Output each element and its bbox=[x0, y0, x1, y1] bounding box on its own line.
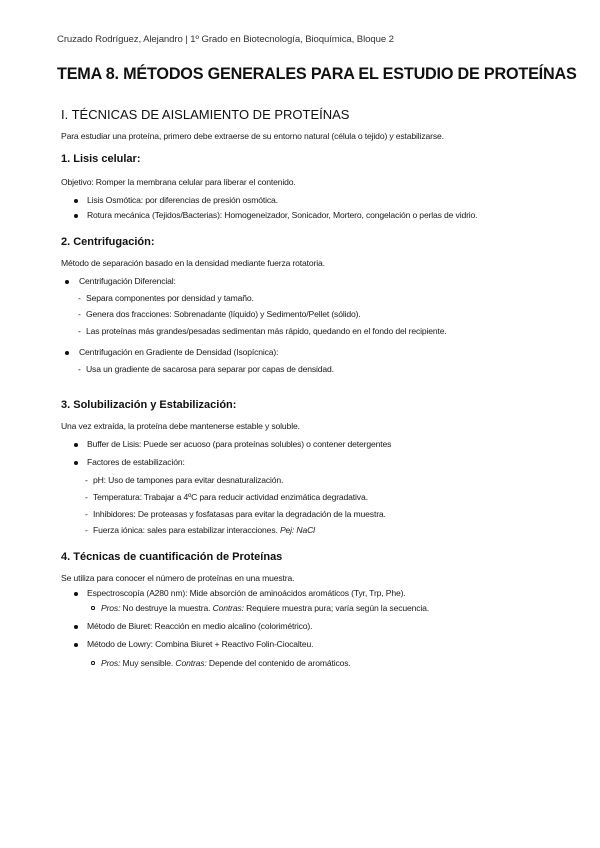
factor-item: Temperatura: Trabajar a 4ºC para reducir actividad enzimática degradativa. bbox=[93, 492, 368, 502]
dash-icon: - bbox=[78, 364, 81, 374]
cuantificacion-intro: Se utiliza para conocer el número de proteínas en una muestra. bbox=[61, 573, 295, 583]
fuerza-text: Fuerza iónica: sales para estabilizar interacciones. bbox=[93, 525, 280, 535]
dash-icon: - bbox=[78, 309, 81, 319]
bullet-icon bbox=[74, 199, 78, 203]
fuerza-example: Pej: NaCl bbox=[279, 525, 315, 535]
running-header: Cruzado Rodríguez, Alejandro | 1º Grado en Biotecnología, Bioquímica, Bloque 2 bbox=[57, 34, 394, 45]
dash-icon: - bbox=[85, 492, 88, 502]
bullet-icon bbox=[74, 625, 78, 629]
gradiente-subitem: Usa un gradiente de sacarosa para separar por capas de densidad. bbox=[86, 364, 334, 374]
factor-item-fuerza bbox=[93, 525, 315, 535]
contras-label: Contras: bbox=[212, 603, 244, 613]
bullet-icon bbox=[74, 214, 78, 218]
bullet-icon bbox=[74, 643, 78, 647]
lowry-item: Método de Lowry: Combina Biuret + Reactivo Folin-Ciocalteu. bbox=[87, 639, 314, 649]
diferencial-subitem: Separa componentes por densidad y tamaño. bbox=[86, 293, 254, 303]
dash-icon: - bbox=[78, 293, 81, 303]
contras-label: Contras: bbox=[175, 658, 207, 668]
section-intro: Para estudiar una proteína, primero debe extraerse de su entorno natural (célula o tejido) y estabilizarse. bbox=[61, 131, 444, 141]
contras-text: Requiere muestra pura; varía según la secuencia. bbox=[243, 603, 430, 613]
biuret-item: Método de Biuret: Reacción en medio alcalino (colorimétrico). bbox=[87, 621, 313, 631]
diferencial-label: Centrifugación Diferencial: bbox=[79, 276, 176, 286]
bullet-icon bbox=[74, 461, 78, 465]
bullet-icon bbox=[65, 280, 69, 284]
gradiente-label: Centrifugación en Gradiente de Densidad (Isopícnica): bbox=[79, 347, 279, 357]
buffer-item: Buffer de Lisis: Puede ser acuoso (para proteínas solubles) o contener detergentes bbox=[87, 439, 392, 449]
factores-label: Factores de estabilización: bbox=[87, 457, 185, 467]
lisis-item: Rotura mecánica (Tejidos/Bacterias): Homogeneizador, Sonicador, Mortero, congelación o perlas de vidrio. bbox=[87, 210, 478, 220]
centrifugacion-intro: Método de separación basado en la densidad mediante fuerza rotatoria. bbox=[61, 258, 325, 268]
diferencial-subitem: Las proteínas más grandes/pesadas sedimentan más rápido, quedando en el fondo del recipiente. bbox=[86, 326, 447, 336]
document-title: TEMA 8. MÉTODOS GENERALES PARA EL ESTUDIO DE PROTEÍNAS bbox=[57, 65, 577, 83]
pros-text: No destruye la muestra. bbox=[120, 603, 213, 613]
dash-icon: - bbox=[85, 525, 88, 535]
lowry-pros-contras bbox=[101, 658, 351, 668]
espectro-item: Espectroscopía (A280 nm): Mide absorción de aminoácidos aromáticos (Tyr, Trp, Phe). bbox=[87, 588, 406, 598]
sub-bullet-icon bbox=[91, 606, 95, 610]
contras-text: Depende del contenido de aromáticos. bbox=[206, 658, 351, 668]
pros-text: Muy sensible. bbox=[120, 658, 176, 668]
dash-icon: - bbox=[85, 509, 88, 519]
lisis-objective: Objetivo: Romper la membrana celular para liberar el contenido. bbox=[61, 177, 296, 187]
centrifugacion-heading: 2. Centrifugación: bbox=[61, 236, 155, 248]
lisis-heading: 1. Lisis celular: bbox=[61, 153, 141, 165]
factor-item: pH: Uso de tampones para evitar desnaturalización. bbox=[93, 475, 284, 485]
cuantificacion-heading: 4. Técnicas de cuantificación de Proteínas bbox=[61, 551, 283, 563]
bullet-icon bbox=[65, 351, 69, 355]
espectro-pros-contras bbox=[101, 603, 429, 613]
pros-label: Pros: bbox=[101, 603, 121, 613]
solubilizacion-heading: 3. Solubilización y Estabilización: bbox=[61, 399, 237, 411]
solubilizacion-intro: Una vez extraída, la proteína debe mantenerse estable y soluble. bbox=[61, 421, 300, 431]
pros-label: Pros: bbox=[101, 658, 121, 668]
dash-icon: - bbox=[85, 475, 88, 485]
diferencial-subitem: Genera dos fracciones: Sobrenadante (líquido) y Sedimento/Pellet (sólido). bbox=[86, 309, 361, 319]
bullet-icon bbox=[74, 592, 78, 596]
sub-bullet-icon bbox=[91, 661, 95, 665]
bullet-icon bbox=[74, 443, 78, 447]
dash-icon: - bbox=[78, 326, 81, 336]
factor-item: Inhibidores: De proteasas y fosfatasas para evitar la degradación de la muestra. bbox=[93, 509, 386, 519]
section-heading: I. TÉCNICAS DE AISLAMIENTO DE PROTEÍNAS bbox=[61, 107, 350, 122]
lisis-item: Lisis Osmótica: por diferencias de presión osmótica. bbox=[87, 195, 278, 205]
